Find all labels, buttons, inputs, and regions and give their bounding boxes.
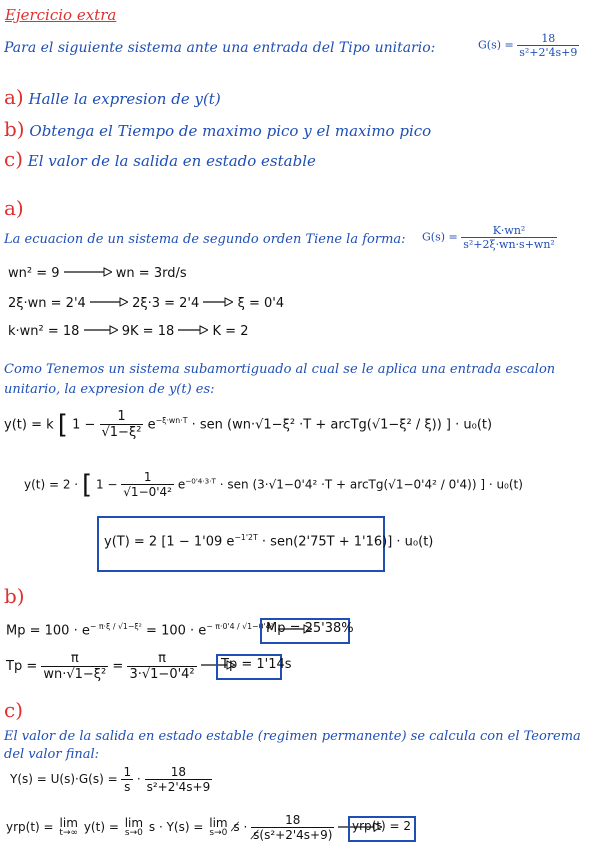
general-response-equation <box>4 410 492 440</box>
denominator: √1−ξ² <box>101 425 142 440</box>
general-transfer-function <box>422 225 557 250</box>
problem-statement: Para el siguiente sistema ante una entrada del Tipo unitario: <box>4 40 436 56</box>
mp-mid: = 100 · e <box>146 623 207 639</box>
tp-fraction <box>41 652 108 681</box>
g-label: G(s) = <box>422 230 458 244</box>
task-b <box>4 117 431 141</box>
arrow-right-icon <box>203 296 233 311</box>
eq-right: K = 2 <box>212 324 249 339</box>
exp-power: −ξ·wn·T <box>155 416 188 426</box>
fraction <box>145 766 213 793</box>
fraction <box>121 471 174 498</box>
task-text: Obtenga el Tiempo de maximo pico y el maximo pico <box>29 122 432 140</box>
tp-fraction-2 <box>127 652 196 681</box>
y-lhs: Y(s) = U(s)·G(s) = <box>10 772 118 787</box>
limit <box>123 817 145 839</box>
eq-tail: ] · u₀(t) <box>445 417 493 433</box>
mp-lhs: Mp = 100 · e <box>6 623 90 639</box>
numerator: 1 <box>123 765 132 779</box>
eq-mid: 9K = 18 <box>121 324 175 339</box>
section-a-text2: Como Tenemos un sistema subamortiguado al cual se le aplica una entrada escalon unitario, la expresion de y(t) es: <box>4 362 556 397</box>
g-denominator: s²+2ξ·wn·s+wn² <box>463 237 555 251</box>
result-lhs: y(T) = 2 <box>104 534 158 550</box>
numerator: π <box>70 651 79 666</box>
section-a-intro: La ecuacion de un sistema de segundo orden Tiene la forma: <box>4 232 406 247</box>
g-denominator: s²+2'4s+9 <box>519 45 578 59</box>
lim-body: s · Y(s) = <box>148 820 204 835</box>
eq-lhs: y(t) = k <box>4 417 54 433</box>
eq-right: ξ = 0'4 <box>237 296 285 311</box>
task-a <box>4 85 221 109</box>
arrow-right-icon <box>90 296 128 311</box>
denominator: √1−0'4² <box>123 485 172 499</box>
arrow-right-icon <box>84 324 118 339</box>
eq-mid: 2ξ·3 = 2'4 <box>132 296 200 311</box>
peak-time-equation <box>6 652 235 681</box>
result-a <box>104 533 433 549</box>
arrow-right-icon <box>64 266 112 281</box>
denominator: 3·√1−0'4² <box>129 666 195 682</box>
denominator: s̸(s²+2'4s+9) <box>253 827 333 842</box>
numerator: 1 <box>143 470 152 485</box>
eq-left: 2ξ·wn = 2'4 <box>8 296 86 311</box>
yrp-lhs: yrp(t) = <box>6 820 54 835</box>
bracket: [ <box>81 470 93 500</box>
denominator: wn·√1−ξ² <box>43 666 107 682</box>
substituted-response-equation <box>24 470 523 500</box>
result-body: [1 − 1'09 e <box>161 534 235 550</box>
lim-sub: t→∞ <box>59 828 78 839</box>
final-value-equation <box>6 814 382 841</box>
lim-sub: s→0 <box>209 828 228 839</box>
exp-base: e <box>147 417 156 433</box>
result-sen: · sen(2'75T + 1'16)] · u₀(t) <box>261 534 434 550</box>
task-letter: b) <box>4 117 25 141</box>
denominator: s <box>121 779 133 794</box>
g-fraction <box>517 33 579 58</box>
one-minus: 1 − <box>72 417 96 433</box>
numerator: 18 <box>285 813 301 827</box>
lim-body: s̸ · <box>233 820 248 835</box>
equation-row-2 <box>8 296 284 311</box>
numerator: 18 <box>170 765 187 779</box>
fraction <box>100 410 144 439</box>
sen-arg: (3·√1−0'4² ·T + arcTg(√1−0'4² / 0'4)) <box>252 477 477 492</box>
mp-exp: − π·ξ / √1−ξ² <box>89 622 142 631</box>
arrow-right-icon <box>178 324 208 339</box>
transfer-function <box>478 33 579 58</box>
equation-row-3 <box>8 324 248 339</box>
exp-power: −0'4·3·T <box>185 476 216 486</box>
fraction <box>251 814 334 841</box>
eq-left: wn² = 9 <box>8 266 60 281</box>
section-b-letter: b) <box>4 584 25 608</box>
lim-body: y(t) = <box>83 820 119 835</box>
lim-word: lim <box>59 815 78 830</box>
tp-result: Tp = 1'14s <box>221 657 292 672</box>
numerator: 1 <box>117 409 126 425</box>
eq-left: k·wn² = 18 <box>8 324 80 339</box>
output-laplace-equation <box>10 766 212 793</box>
dot: · <box>136 772 141 787</box>
lim-word: lim <box>209 815 228 830</box>
mp-result: Mp = 25'38% <box>266 621 354 636</box>
limit <box>207 817 229 839</box>
lim-sub: s→0 <box>124 828 143 839</box>
equation-row-1 <box>8 266 187 281</box>
lim-word: lim <box>124 815 144 830</box>
yrp-result: yrp(t) = 2 <box>352 819 412 833</box>
eq-tail: ] · u₀(t) <box>480 477 523 492</box>
task-text: Halle la expresion de y(t) <box>28 90 221 108</box>
denominator: s²+2'4s+9 <box>146 779 211 794</box>
task-letter: c) <box>4 147 24 171</box>
g-label: G(s) = <box>478 38 514 52</box>
task-text: El valor de la salida en estado estable <box>27 152 316 170</box>
task-letter: a) <box>4 85 24 109</box>
section-a-letter: a) <box>4 196 24 220</box>
eq-lhs: y(t) = 2 · <box>24 477 79 492</box>
equals: = <box>112 659 124 675</box>
tp-lhs: Tp = <box>6 659 38 675</box>
task-c <box>4 147 316 171</box>
section-c-text: El valor de la salida en estado estable (regimen permanente) se calcula con el Teorema del valor final: <box>4 729 581 762</box>
one-minus: 1 − <box>95 477 118 492</box>
sen: · sen <box>191 417 223 433</box>
g-fraction <box>461 225 557 250</box>
fraction <box>121 766 133 793</box>
g-numerator: 18 <box>541 32 556 45</box>
result-exp: −1'2T <box>234 533 258 542</box>
mp-mid-exp: − π·0'4 / √1−0'4² <box>206 622 274 631</box>
sen: · sen <box>219 477 249 492</box>
limit <box>57 817 80 839</box>
bracket: [ <box>57 410 68 440</box>
sen-arg: (wn·√1−ξ² ·T + arcTg(√1−ξ² / ξ)) <box>227 417 442 433</box>
section-c-letter: c) <box>4 698 24 722</box>
page-title: Ejercicio extra <box>5 6 117 24</box>
exp-base: e <box>177 477 186 492</box>
eq-right: wn = 3rd/s <box>115 266 187 281</box>
g-numerator: K·wn² <box>492 224 526 237</box>
numerator: π <box>158 651 166 666</box>
